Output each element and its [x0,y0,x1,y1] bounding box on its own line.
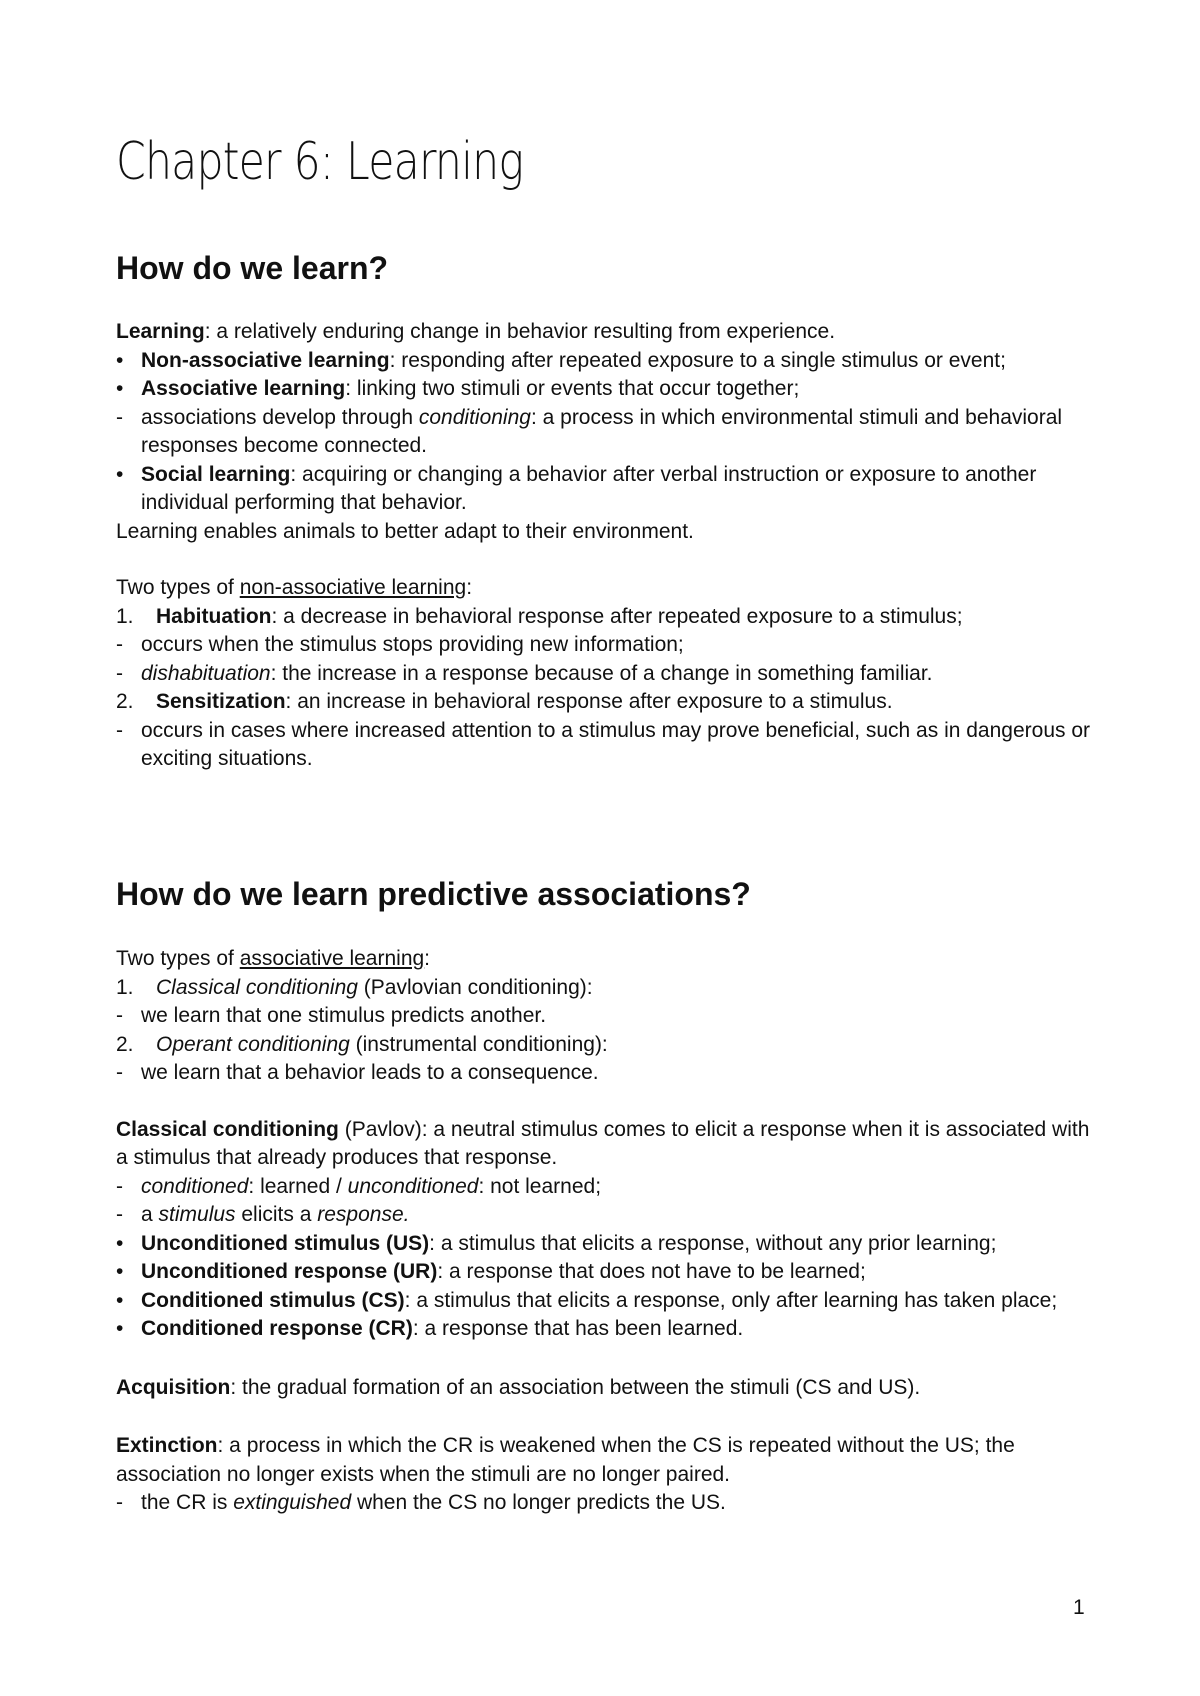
definition-text: : responding after repeated exposure to a single stimulus or event; [389,348,1006,372]
numbered-item [116,1031,1096,1060]
page-title: Chapter 6: Learning [116,132,524,192]
acquisition-definition [116,1374,1096,1403]
numbered-item [116,688,1096,717]
section-heading-predictive-associations: How do we learn predictive associations? [116,876,751,912]
dash-marker: - [116,718,123,742]
definition-text: : acquiring or changing a behavior after verbal instruction or exposure to another individual performing that behavior. [141,462,1037,514]
bullet-marker: • [116,1317,124,1340]
item-text: associations develop through [141,405,419,429]
learning-definition [116,318,1096,347]
item-text: a [141,1203,159,1226]
term: Conditioned stimulus (CS) [141,1288,405,1312]
italic-term: conditioned [141,1174,249,1198]
list-item [116,347,1101,376]
types-intro [116,945,1096,974]
definition-text: : a response that does not have to be learned; [437,1260,866,1283]
term: Unconditioned stimulus (US) [141,1231,430,1255]
list-item [116,1059,1096,1088]
item-text: we learn that one stimulus predicts another. [141,1004,547,1027]
dash-marker: - [116,1174,123,1198]
list-item [116,1002,1096,1031]
bullet-marker: • [116,1231,124,1255]
list-item [116,1287,1086,1316]
underlined-term: associative learning [239,947,425,970]
list-item [116,717,1101,774]
definition-text: : an increase in behavioral response after exposure to a stimulus. [285,690,893,713]
term: Unconditioned response (UR) [141,1260,438,1283]
item-text: (instrumental conditioning): [349,1032,608,1056]
item-text: we learn that a behavior leads to a consequence. [141,1061,599,1084]
number-marker: 1. [116,604,134,628]
numbered-item [116,974,1096,1003]
item-text: : not learned; [478,1174,602,1198]
definition-text: : a response that has been learned. [412,1317,744,1340]
list-item [116,1173,1096,1202]
list-item [116,631,1096,660]
item-text: : learned / [248,1174,348,1198]
number-marker: 2. [116,1032,134,1056]
list-item [116,1230,1086,1259]
bullet-marker: • [116,462,124,486]
term: Extinction [116,1434,218,1457]
intro-colon: : [466,576,473,599]
italic-term: stimulus [158,1203,236,1226]
list-item [116,404,1081,461]
italic-term: Operant conditioning [156,1032,350,1056]
item-text: the CR is [141,1491,234,1514]
list-item [116,1315,1096,1344]
term: Habituation [156,604,272,628]
definition-text: : a stimulus that elicits a response, without any prior learning; [429,1231,997,1255]
item-text: elicits a [235,1203,318,1226]
italic-term: response. [317,1203,410,1226]
list-item [116,1201,1096,1230]
intro-text: Two types of [116,947,240,970]
list-item [116,375,1096,404]
section-heading-how-do-we-learn: How do we learn? [116,250,389,286]
number-marker: 2. [116,690,134,713]
definition-text: : a decrease in behavioral response after repeated exposure to a stimulus; [271,604,963,628]
italic-term: extinguished [233,1491,352,1514]
closing-sentence: Learning enables animals to better adapt to their environment. [116,519,694,543]
types-intro [116,574,1096,603]
extinction-definition [116,1432,1091,1489]
classical-conditioning-definition [116,1116,1091,1173]
dash-marker: - [116,1203,123,1226]
dash-marker: - [116,1061,123,1084]
definition-text: : the increase in a response because of a change in something familiar. [270,661,933,685]
item-text: occurs when the stimulus stops providing new information; [141,633,684,656]
italic-term: dishabituation [141,661,271,685]
definition-text: : a process in which environmental stimuli and behavioral responses become connected. [141,405,1063,457]
italic-term: unconditioned [347,1174,479,1198]
term: Non-associative learning [141,348,390,372]
intro-colon: : [424,947,431,970]
term: Social learning [141,462,291,486]
section1-body [116,318,1096,774]
definition-text: : linking two stimuli or events that occur together; [345,377,800,400]
term: Learning [116,320,205,343]
numbered-item [116,603,1066,632]
bullet-marker: • [116,1260,124,1283]
bullet-marker: • [116,348,124,372]
definition-text: : a process in which the CR is weakened when the CS is repeated without the US; the association no longer exists when the stimuli are no longer paired. [116,1434,1015,1486]
bullet-marker: • [116,377,124,400]
page-number: 1 [1073,1596,1085,1619]
term: Classical conditioning [116,1117,339,1141]
number-marker: 1. [116,975,134,999]
item-text: occurs in cases where increased attention to a stimulus may prove beneficial, such as in dangerous or exciting situations. [141,718,1090,770]
definition-text: : the gradual formation of an association between the stimuli (CS and US). [230,1375,921,1399]
definition-text: : a stimulus that elicits a response, only after learning has taken place; [404,1288,1058,1312]
dash-marker: - [116,661,123,685]
underlined-term: non-associative learning [239,576,467,599]
list-item [116,1489,1096,1518]
definition-text: (Pavlov): a neutral stimulus comes to elicit a response when it is associated with a stimulus that already produces that response. [116,1117,1090,1169]
definition-text: : a relatively enduring change in behavior resulting from experience. [204,320,836,343]
bullet-marker: • [116,1288,124,1312]
term: Sensitization [156,690,286,713]
italic-term: Classical conditioning [156,975,358,999]
item-text: when the CS no longer predicts the US. [351,1491,726,1514]
section2-body [116,945,1096,1518]
term: Acquisition [116,1375,231,1399]
italic-term: conditioning [418,405,531,429]
term: Conditioned response (CR) [141,1317,413,1340]
dash-marker: - [116,633,123,656]
list-item [116,461,1101,518]
intro-text: Two types of [116,576,240,599]
list-item [116,1258,1096,1287]
item-text: (Pavlovian conditioning): [357,975,593,999]
dash-marker: - [116,1491,123,1514]
dash-marker: - [116,405,123,429]
dash-marker: - [116,1004,123,1027]
list-item [116,660,1096,689]
term: Associative learning [141,377,346,400]
